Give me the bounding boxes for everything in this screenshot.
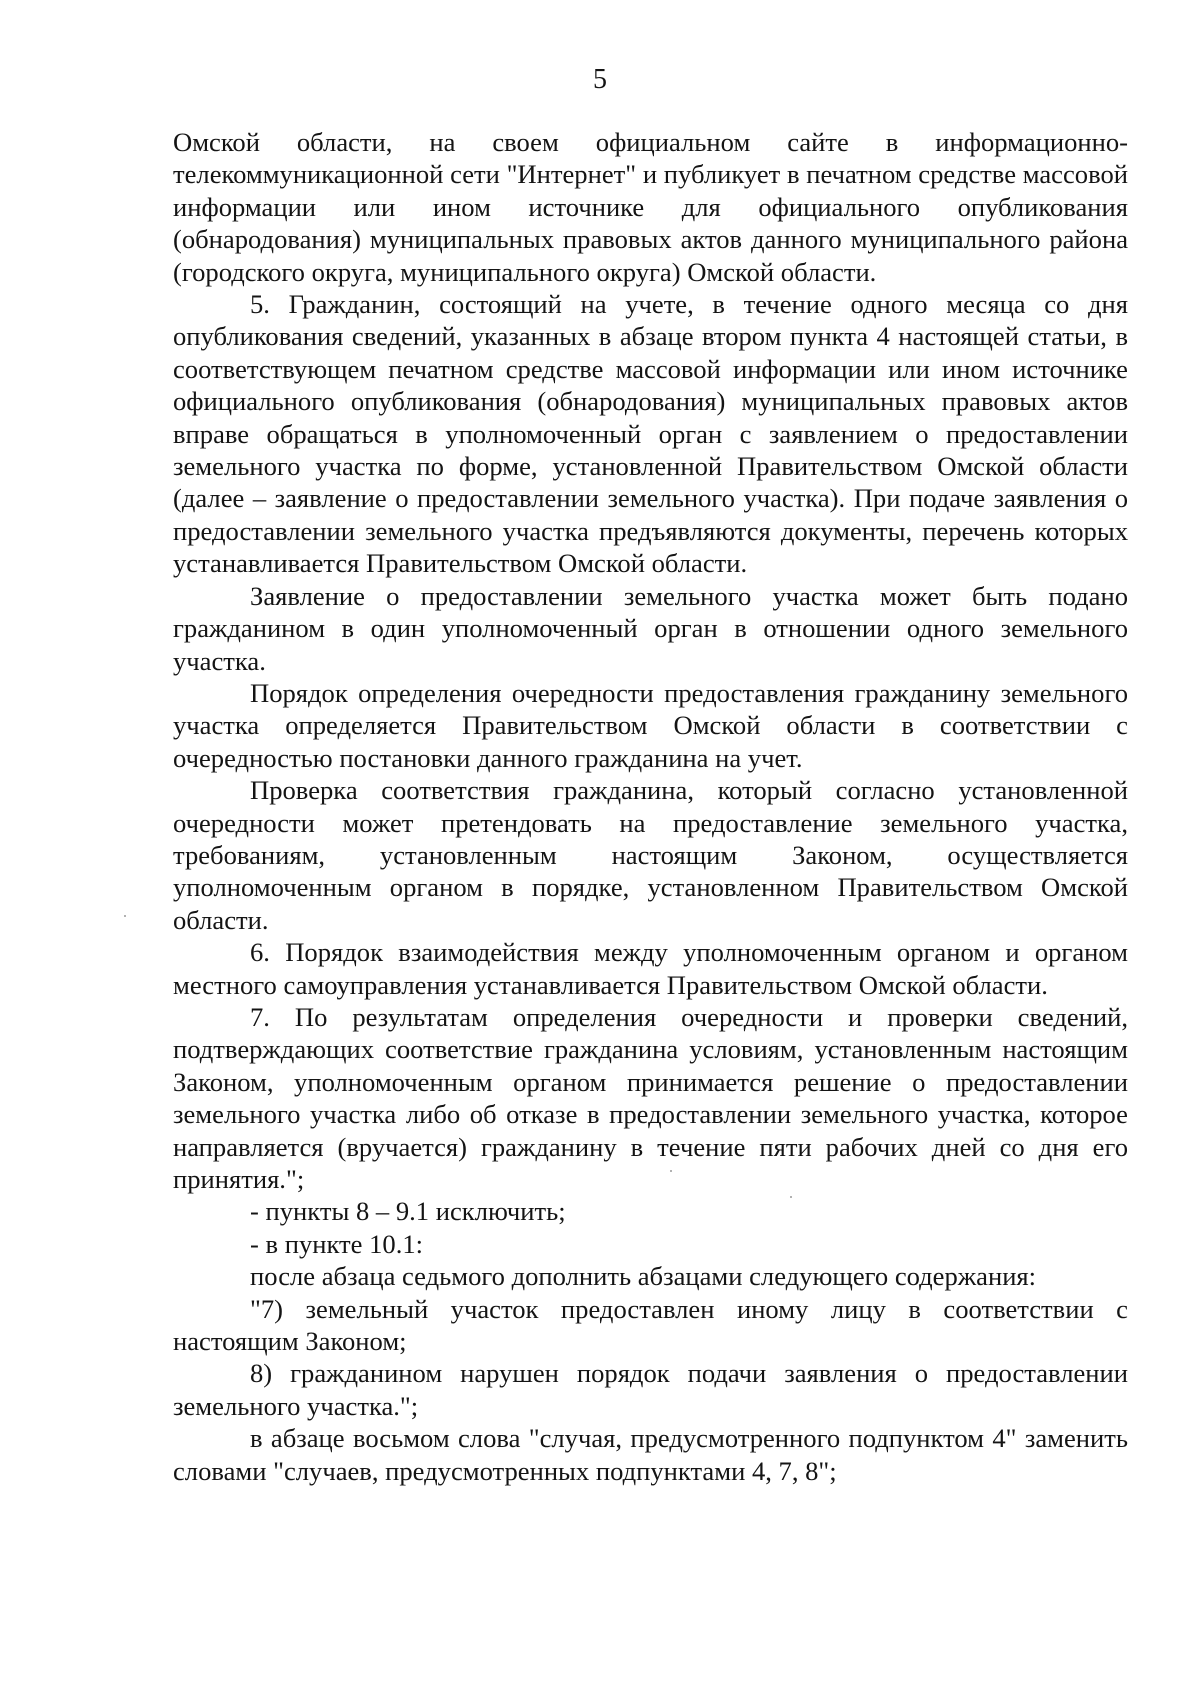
scan-speck (124, 915, 126, 917)
paragraph-intro: Омской области, на своем официальном сайте в информационно-телекоммуникационной сети "Интернет" и публикует в печатном средстве массовой информации или ином источнике для официального опубликования (обнародования) муниципальных правовых актов данного муниципального района (городского округа, муниципального округа) Омской области. (173, 127, 1128, 287)
paragraph-item-5: 5. Гражданин, состоящий на учете, в течение одного месяца со дня опубликования сведений, указанных в абзаце втором пункта 4 настоящей статьи, в соответствующем печатном средстве массовой информации или ином источнике официального опубликования (обнародования) муниципальных правовых актов вправе обращаться в уполномоченный орган с заявлением о предоставлении земельного участка по форме, установленной Правительством Омской области (далее – заявление о предоставлении земельного участка). При подаче заявления о предоставлении земельного участка предъявляются документы, перечень которых устанавливается Правительством Омской области. (173, 289, 1128, 579)
paragraph-subitem-7: "7) земельный участок предоставлен иному лицу в соответствии с настоящим Законом; (173, 1293, 1128, 1357)
paragraph-addition-intro: после абзаца седьмого дополнить абзацами следующего содержания: (250, 1261, 1037, 1292)
scan-speck (790, 1196, 792, 1198)
paragraph-item-7: 7. По результатам определения очередности и проверки сведений, подтверждающих соответствие гражданина условиям, установленным настоящим Законом, уполномоченным органом принимается решение о предоставлении земельного участка либо об отказе в предоставлении земельного участка, которое направляется (вручается) гражданину в течение пяти рабочих дней со дня его принятия."; (173, 1001, 1128, 1194)
scan-speck (670, 1170, 672, 1172)
paragraph-queue-order: Порядок определения очередности предоставления гражданину земельного участка определяется Правительством Омской области в соответствии с очередностью постановки данного гражданина на учет. (173, 677, 1128, 773)
page-number: 5 (593, 64, 607, 95)
paragraph-point-10-1: - в пункте 10.1: (250, 1228, 424, 1259)
paragraph-subitem-8: 8) гражданином нарушен порядок подачи заявления о предоставлении земельного участка."; (173, 1358, 1128, 1421)
paragraph-item-6: 6. Порядок взаимодействия между уполномоченным органом и органом местного самоуправления устанавливается Правительством Омской области. (173, 937, 1128, 1000)
paragraph-points-exclusion: - пункты 8 – 9.1 исключить; (250, 1196, 566, 1227)
paragraph-replacement: в абзаце восьмом слова "случая, предусмотренного подпунктом 4" заменить словами "случаев, предусмотренных подпунктами 4, 7, 8"; (173, 1423, 1128, 1486)
paragraph-eligibility-check: Проверка соответствия гражданина, который согласно установленной очередности может претендовать на предоставление земельного участка, требованиям, установленным настоящим Законом, осуществляется уполномоченным органом в порядке, установленном Правительством Омской области. (173, 775, 1128, 935)
paragraph-application-submission: Заявление о предоставлении земельного участка может быть подано гражданином в один уполномоченный орган в отношении одного земельного участка. (173, 580, 1128, 676)
document-body (173, 126, 1128, 1487)
